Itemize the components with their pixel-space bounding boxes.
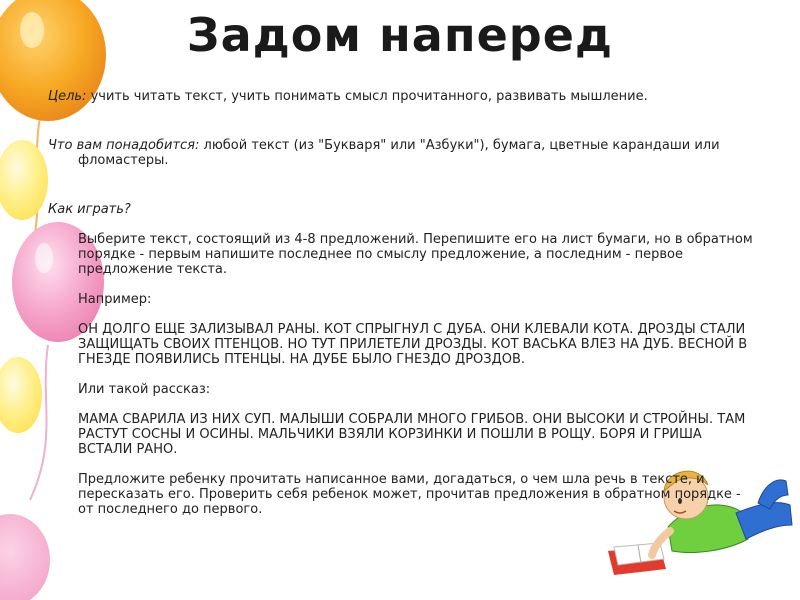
goal-text: учить читать текст, учить понимать смысл прочитанного, развивать мышление. [86,89,648,104]
materials-text: любой текст (из "Букваря" или "Азбуки"), бумага, цветные карандаши или фломастеры. [78,138,720,168]
example-text: ОН ДОЛГО ЕЩЕ ЗАЛИЗЫВАЛ РАНЫ. КОТ СПРЫГНУЛ С ДУБА. ОНИ КЛЕВАЛИ КОТА. ДРОЗДЫ СТАЛИ ЗАЩИЩАТЬ СВОИХ ПТЕНЦОВ. НО ТУТ ПРИЛЕТЕЛИ ДРОЗДЫ. КОТ ВАСЬКА ВЛЕЗ НА ДУБ. ВЕСНОЙ В ГНЕЗДЕ ПОЯВИЛИСЬ ПТЕНЦЫ. НА ДУБЕ БЫЛО ГНЕЗДО ДРОЗДОВ. [78,322,748,367]
yellow-balloon [0,140,48,220]
final-paragraph: Предложите ребенку прочитать написанное вами, догадаться, о чем шла речь в тексте, и пересказать его. Проверить себя ребенок может, прочитав предложения в обратном порядке - от последнего до первого. [78,472,741,517]
how-to-play-heading: Как играть? [48,202,131,217]
materials-paragraph [48,138,760,168]
yellow-balloon [0,357,42,433]
example-label: Например: [78,292,152,307]
instructions-paragraph: Выберите текст, состоящий из 4-8 предложений. Перепишите его на лист бумаги, но в обратном порядке - первым напишите последнее по смыслу предложение, а последним - первое предложение текста. [78,232,753,277]
goal-paragraph [48,89,760,104]
pink-balloon [0,514,50,600]
materials-label: Что вам понадобится: [48,138,200,153]
another-example-label: Или такой рассказ: [78,382,211,397]
goal-label: Цель: [48,89,87,104]
page-title: Задом наперед [186,8,614,62]
another-example-text: МАМА СВАРИЛА ИЗ НИХ СУП. МАЛЫШИ СОБРАЛИ МНОГО ГРИБОВ. ОНИ ВЫСОКИ И СТРОЙНЫ. ТАМ РАСТУТ СОСНЫ И ОСИНЫ. МАЛЬЧИКИ ВЗЯЛИ КОРЗИНКИ И ПОШЛИ В РОЩУ. БОРЯ И ГРИША ВСТАЛИ РАНО. [78,412,746,457]
balloon-highlight [20,12,44,48]
main-content [48,89,760,517]
